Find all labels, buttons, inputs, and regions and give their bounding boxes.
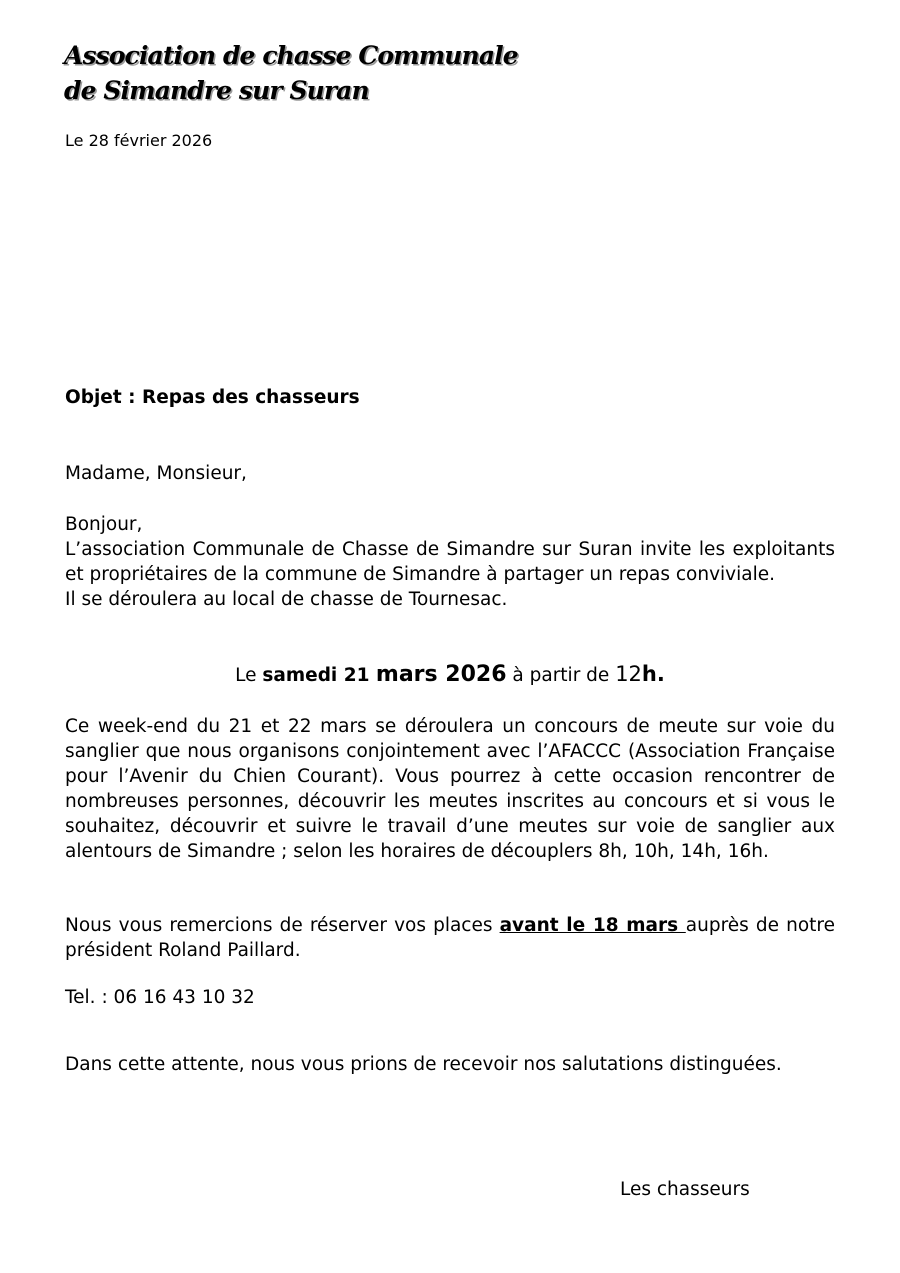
salutation: Madame, Monsieur, — [65, 463, 247, 484]
reservation-before: Nous vous remercions de réserver vos places — [65, 915, 500, 936]
invitation-text: L’association Communale de Chasse de Simandre sur Suran invite les exploitants et propriétaires de la commune de Simandre à partager un repas conviviale. — [65, 539, 835, 585]
phone-number: Tel. : 06 16 43 10 32 — [65, 987, 255, 1008]
intro-paragraph — [65, 512, 835, 612]
signature: Les chasseurs — [620, 1179, 750, 1200]
event-day: samedi 21 — [262, 665, 376, 686]
event-hour-suffix: h. — [641, 662, 665, 686]
reservation-deadline: avant le 18 mars — [499, 915, 686, 936]
reservation-paragraph — [65, 913, 835, 963]
event-hour: 12 — [615, 662, 642, 686]
reservation-after: auprès de notre président Roland Paillard. — [65, 915, 835, 961]
event-prefix: Le — [235, 665, 263, 686]
event-month-year: mars 2026 — [375, 662, 507, 687]
concours-paragraph: Ce week-end du 21 et 22 mars se déroulera un concours de meute sur voie du sanglier que nous organisons conjointement avec l’AFACCC (Association Française pour l’Avenir du Chien Courant). Vous pourrez à cette occasion rencontrer de nombreuses personnes, découvrir les meutes inscrites au concours et si vous le souhaitez, découvrir et suivre le travail d’une meutes sur voie de sanglier aux alentours de Simandre ; selon les horaires de découplers 8h, 10h, 14h, 16h. — [65, 716, 835, 862]
letterhead — [64, 38, 518, 108]
event-date-line — [65, 660, 835, 690]
letter-subject: Objet : Repas des chasseurs — [65, 387, 360, 408]
location-text: Il se déroulera au local de chasse de Tournesac. — [65, 589, 508, 610]
letterhead-line-2: de Simandre sur Suran — [64, 76, 369, 105]
closing-paragraph: Dans cette attente, nous vous prions de recevoir nos salutations distinguées. — [65, 1054, 782, 1075]
letter-date: Le 28 février 2026 — [65, 131, 213, 150]
greeting: Bonjour, — [65, 514, 143, 535]
letterhead-line-1: Association de chasse Communale — [64, 41, 518, 70]
event-middle: à partir de — [506, 665, 616, 686]
